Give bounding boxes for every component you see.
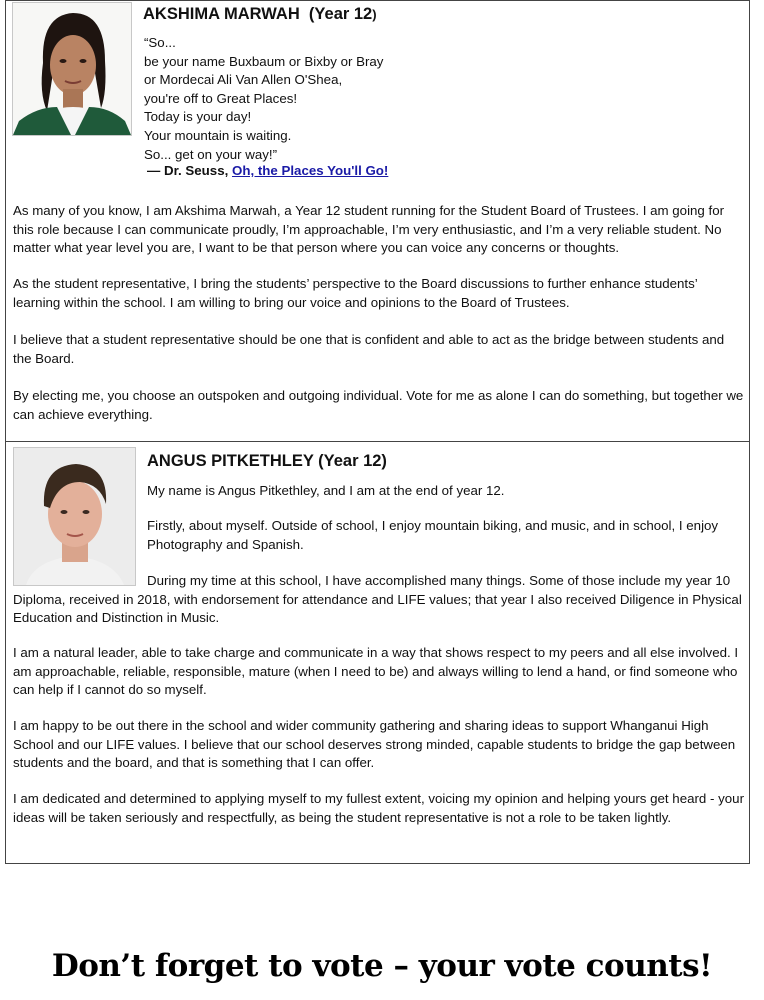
angus-paragraph-1: My name is Angus Pitkethley, and I am at the end of year 12. xyxy=(147,483,505,498)
angus-paragraph-3: During my time at this school, I have accomplished many things. Some of those include my year 10 Diploma, received in 2018, with endorsement for attendance and LIFE values; that year I also received Diligence in Physical Education and Distinction in Music. xyxy=(13,573,742,626)
candidate-year-close: ) xyxy=(372,7,377,22)
akshima-paragraph-1: As many of you know, I am Akshima Marwah, a Year 12 student running for the Student Board of Trustees. I am going for this role because I can communicate proudly, I’m approachable, I’m very enthusiastic, and I’m a very reliable student. No matter what year level you are, I want to be that person where you can voice any concerns or thoughts. xyxy=(13,203,725,256)
angus-paragraph-2: Firstly, about myself. Outside of school, I enjoy mountain biking, and music, and in school, I enjoy Photography and Spanish. xyxy=(147,518,719,552)
candidate-name-akshima xyxy=(143,5,377,24)
book-title-link[interactable]: Oh, the Places You'll Go! xyxy=(232,163,389,178)
quote-attribution xyxy=(147,163,388,178)
angus-paragraph-4: I am a natural leader, able to take charge and communicate in a way that shows respect to my peers and all else involved. I am approachable, reliable, responsible, mature (when I need to be) and always willing to lend a hand, or find someone who can help if I cannot do so myself. xyxy=(13,645,739,698)
candidate-photo-angus xyxy=(13,447,136,586)
seuss-quote: “So... be your name Buxbaum or Bixby or Bray or Mordecai Ali Van Allen O'Shea, you're off to Great Places! Today is your day! Your mountain is waiting. So... get on your way!” xyxy=(144,35,384,162)
candidate-photo-akshima xyxy=(12,2,132,136)
vote-slogan: Don’t forget to vote – your vote counts! xyxy=(51,948,713,984)
akshima-paragraph-4: By electing me, you choose an outspoken and outgoing individual. Vote for me as alone I can do something, but together we can achieve everything. xyxy=(13,388,744,422)
akshima-paragraph-2: As the student representative, I bring the students’ perspective to the Board discussions to further enhance students’ learning within the school. I am willing to bring our voice and opinions to the Board of Trustees. xyxy=(13,276,698,310)
akshima-paragraph-3: I believe that a student representative should be one that is confident and able to act as the bridge between students and the Board. xyxy=(13,332,725,366)
candidate-year: (Year 12 xyxy=(308,5,373,23)
angus-paragraph-6: I am dedicated and determined to applying myself to my fullest extent, voicing my opinion and helping yours get heard - your ideas will be taken seriously and respectfully, as being the student representative is not a role to be taken lightly. xyxy=(13,791,744,825)
candidate-name-text: AKSHIMA MARWAH xyxy=(143,5,300,23)
angus-paragraph-5: I am happy to be out there in the school and wider community gathering and sharing ideas to support Whanganui High School and our LIFE values. I believe that our school deserves strong minded, capable students to bridge the gap between students and the board, and that is something that I can offer. xyxy=(13,718,736,771)
quote-author: — Dr. Seuss, xyxy=(147,163,229,178)
candidate-name-angus: ANGUS PITKETHLEY (Year 12) xyxy=(147,452,387,470)
